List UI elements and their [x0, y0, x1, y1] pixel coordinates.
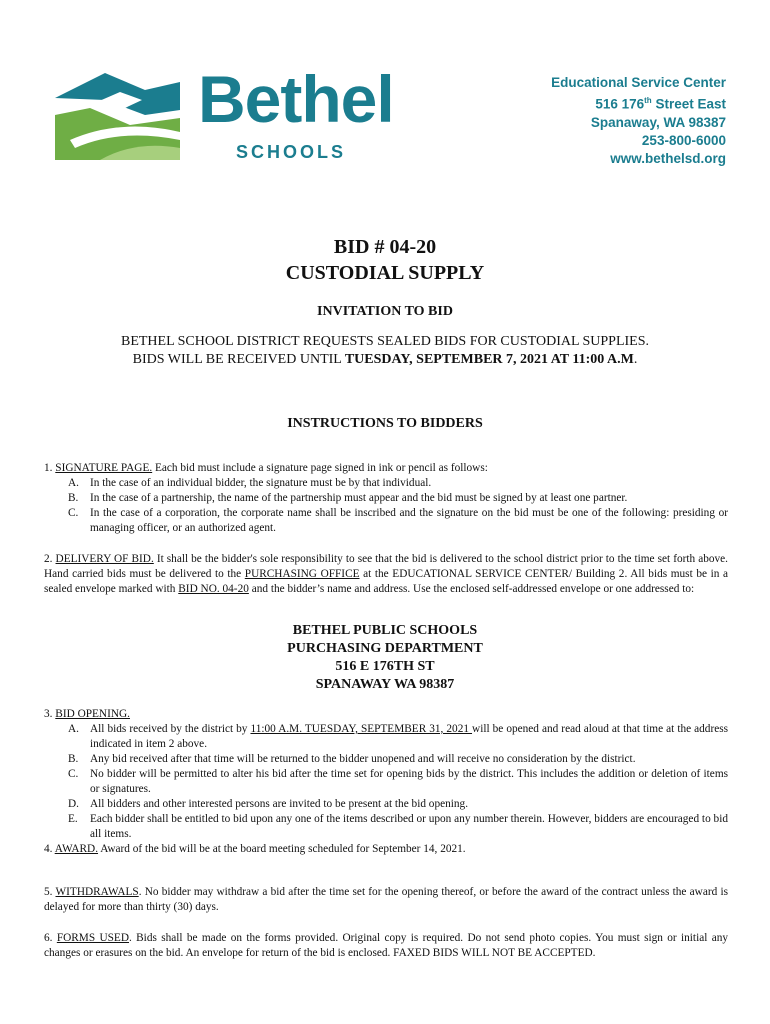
street-name: Street East — [651, 96, 726, 112]
intro-text: BIDS WILL BE RECEIVED UNTIL — [132, 352, 345, 367]
item-text-part: All bids received by the district by — [90, 723, 251, 735]
item-label: B. — [68, 492, 79, 504]
contact-line-3: Spanaway, WA 98387 — [590, 114, 726, 130]
address-line-4: SPANAWAY WA 98387 — [315, 677, 455, 692]
bid-number-title: BID # 04-20 — [333, 236, 437, 258]
street-suffix: th — [644, 96, 652, 105]
item-label: A. — [68, 477, 79, 489]
section-heading: DELIVERY OF BID. — [55, 553, 154, 565]
section-5-paragraph — [44, 885, 728, 915]
intro-line-2 — [0, 352, 770, 368]
section-signature-page — [44, 461, 728, 536]
section-3-lead — [44, 707, 728, 722]
section-number: 4. — [44, 843, 55, 855]
purchasing-office-text: PURCHASING OFFICE — [244, 568, 360, 580]
list-item — [44, 767, 728, 797]
contact-phone: 253-800-6000 — [641, 132, 726, 148]
section-2-text — [44, 552, 728, 597]
section-bid-opening — [44, 707, 728, 857]
item-label: B. — [68, 753, 79, 765]
address-line-3: 516 E 176TH ST — [335, 659, 435, 674]
item-label: C. — [68, 507, 79, 519]
bid-subject-title: CUSTODIAL SUPPLY — [285, 262, 485, 284]
brand-name: Bethel — [198, 62, 394, 136]
bethel-logo — [50, 62, 410, 170]
section-4-award — [44, 842, 728, 857]
item-text — [82, 722, 728, 752]
street-number: 516 176 — [595, 96, 645, 112]
list-item — [44, 506, 728, 536]
section-heading: AWARD. — [54, 843, 99, 855]
list-item — [44, 476, 728, 491]
item-text: No bidder will be permitted to alter his bid after the time set for opening bids by the district. This includes the addition or deletion of items or signatures. — [90, 768, 728, 795]
section-heading: SIGNATURE PAGE. — [55, 462, 153, 474]
item-text: All bidders and other interested persons are invited to be present at the bid opening. — [90, 798, 469, 810]
list-item — [44, 797, 728, 812]
section-delivery-of-bid — [44, 552, 728, 597]
item-text: In the case of an individual bidder, the signature must be by that individual. — [90, 477, 432, 489]
item-label: C. — [68, 768, 79, 780]
contact-line-1: Educational Service Center — [551, 75, 726, 90]
mailing-address — [0, 622, 770, 694]
invitation-heading: INVITATION TO BID — [317, 304, 453, 319]
item-text: Any bid received after that time will be returned to the bidder unopened and will receive no consideration by the district. — [90, 753, 636, 765]
item-label: D. — [68, 798, 79, 810]
section-text: Each bid must include a signature page signed in ink or pencil as follows: — [152, 462, 488, 474]
section-6-paragraph — [44, 931, 728, 961]
item-label: A. — [68, 723, 79, 735]
list-item — [44, 752, 728, 767]
list-item — [44, 491, 728, 506]
opening-date-text: 11:00 A.M. TUESDAY, SEPTEMBER 31, 2021 — [250, 723, 473, 735]
section-withdrawals — [44, 885, 728, 915]
section-text: and the bidder’s name and address. Use the enclosed self-addressed envelope or one addressed to: — [248, 583, 695, 595]
intro-line-1: BETHEL SCHOOL DISTRICT REQUESTS SEALED BIDS FOR CUSTODIAL SUPPLIES. — [120, 334, 650, 349]
item-text: In the case of a corporation, the corporate name shall be inscribed and the signature on the bid must be one of the following: presiding or managing officer, or an authorized agent. — [90, 507, 728, 534]
address-line-1: BETHEL PUBLIC SCHOOLS — [292, 623, 478, 638]
item-text: Each bidder shall be entitled to bid upon any one of the items described or upon any number therein. However, bidders are encouraged to bid all items. — [90, 813, 728, 840]
section-text: It shall be the bidder's sole responsibility to see that the bid is delivered to the school district prior to the time set forth above. Hand carried bids must be delivered to the — [44, 553, 729, 580]
intro-deadline: TUESDAY, SEPTEMBER 7, 2021 AT 11:00 A.M — [344, 352, 634, 367]
section-number: 6. — [44, 932, 57, 944]
section-number: 1. — [44, 462, 56, 474]
instructions-heading: INSTRUCTIONS TO BIDDERS — [287, 416, 483, 431]
list-item — [44, 812, 728, 842]
section-forms-used — [44, 931, 728, 961]
section-number: 2. — [44, 553, 56, 565]
section-text: . No bidder may withdraw a bid after the time set for the opening thereof, or before the award of the contract unless the award is delayed for more than thirty (30) days. — [44, 886, 729, 913]
contact-line-2 — [551, 92, 726, 114]
brand-subtitle: SCHOOLS — [236, 142, 347, 162]
bid-number-text: BID NO. 04-20 — [178, 583, 249, 595]
item-label: E. — [68, 813, 78, 825]
list-item — [44, 722, 728, 752]
item-text: In the case of a partnership, the name of the partnership must appear and the bid must be signed by at least one partner. — [90, 492, 628, 504]
section-text: . Bids shall be made on the forms provided. Original copy is required. Do not send photo copies. You must sign or initial any changes or erasures on the bid. An envelope for return of the bid is enclosed. FAXED BIDS WILL NOT BE ACCEPTED. — [44, 932, 729, 959]
section-heading: BID OPENING. — [55, 708, 130, 720]
section-number: 5. — [44, 886, 56, 898]
item-text-part: will be opened and read aloud at that time at the address indicated in item 2 above. — [90, 723, 729, 750]
address-line-2: PURCHASING DEPARTMENT — [287, 641, 483, 656]
section-heading: WITHDRAWALS — [55, 886, 139, 898]
section-1-lead — [44, 461, 728, 476]
section-number: 3. — [44, 708, 56, 720]
section-text: at the EDUCATIONAL SERVICE CENTER/ Building 2. All bids must be in a sealed envelope marked with — [44, 568, 729, 595]
contact-website: www.bethelsd.org — [610, 150, 726, 166]
section-2-paragraph — [44, 552, 728, 597]
contact-block — [551, 74, 726, 168]
section-text: Award of the bid will be at the board meeting scheduled for September 14, 2021. — [98, 843, 466, 855]
intro-period: . — [633, 352, 638, 367]
bethel-logo-mark-icon — [50, 70, 185, 165]
section-heading: FORMS USED — [56, 932, 129, 944]
